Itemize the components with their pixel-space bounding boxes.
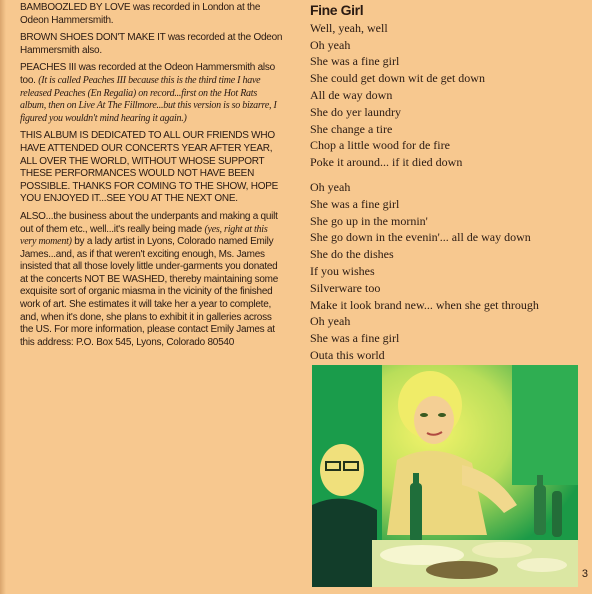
liner-note-text: by a lady artist in Lyons, Colorado named Emily James...and, as if that weren't exciting enough, Ms. James insisted that all those lovely little under-garments you donated at the concerts NOT BE WASHED, thereby maintaining some exquisite sort of organic miasma in the vicinity of the finished work of art. She estimates it will take her a year to complete, and, when it's done, she plans to exhibit it in galleries across the US. For more information, please contact Emily James at this address: P.O. Box 545, Lyons, Colorado 80540 bbox=[20, 236, 279, 348]
liner-note-text: BROWN SHOES DON'T MAKE IT was recorded at the Odeon Hammersmith also. bbox=[20, 32, 283, 56]
liner-note-paragraph bbox=[20, 211, 285, 350]
page-number: 3 bbox=[581, 568, 588, 580]
lyric-line: She go up in the mornin' bbox=[310, 213, 428, 228]
lyric-line: All de way down bbox=[310, 87, 393, 102]
lyrics-column bbox=[310, 2, 585, 364]
lyric-line: Make it look brand new... when she get through bbox=[310, 297, 539, 312]
liner-note-paragraph bbox=[20, 2, 285, 27]
lyric-line: She do yer laundry bbox=[310, 104, 401, 119]
lyric-line: She change a tire bbox=[310, 121, 393, 136]
lyric-line: Poke it around... if it died down bbox=[310, 155, 463, 170]
lyric-line: Oh yeah bbox=[310, 179, 351, 194]
song-title: Fine Girl bbox=[310, 2, 364, 18]
lyric-line: Silverware too bbox=[310, 280, 381, 295]
liner-note-paragraph bbox=[20, 62, 285, 125]
concert-photo bbox=[312, 365, 578, 587]
lyric-line: If you wishes bbox=[310, 263, 375, 278]
lyric-line: She was a fine girl bbox=[310, 54, 400, 69]
lyric-line: She was a fine girl bbox=[310, 196, 400, 211]
liner-note-italic-text: (yes, right at this very moment) bbox=[20, 223, 268, 248]
lyric-line: Oh yeah bbox=[310, 314, 351, 329]
liner-note-text: THIS ALBUM IS DEDICATED TO ALL OUR FRIENDS WHO HAVE ATTENDED OUR CONCERTS YEAR AFTER YEAR, ALL OVER THE WORLD, WITHOUT WHOSE SUPPORT THESE PERFORMANCES WOULD NOT HAVE BEEN POSSIBLE. THANKS FOR COMING TO THE SHOW, HOPE YOU ENJOYED IT...SEE YOU AT THE NEXT ONE. bbox=[20, 130, 279, 205]
lyric-line: She was a fine girl bbox=[310, 331, 400, 346]
lyric-line: Outa this world bbox=[310, 347, 385, 362]
liner-note-italic-text: (It is called Peaches III because this is the third time I have released Peaches (En Regalia) on record...first on the Hot Rats album, then on Live At The Fillmore...but this version is so bizarre, I figured you wouldn't mind hearing it again.) bbox=[20, 74, 277, 124]
lyric-line: She do the dishes bbox=[310, 247, 394, 262]
liner-notes-column bbox=[20, 2, 285, 354]
lyric-line: Oh yeah bbox=[310, 37, 351, 52]
lyric-line: Chop a little wood for de fire bbox=[310, 138, 450, 153]
lyrics-stanza bbox=[310, 179, 585, 364]
lyric-line: She could get down wit de get down bbox=[310, 71, 485, 86]
liner-note-paragraph bbox=[20, 130, 285, 206]
liner-note-text: PEACHES III was recorded at the Odeon Hammersmith also too. bbox=[20, 62, 275, 86]
liner-note-text: ALSO...the business about the underpants and making a quilt out of them etc., well...it's really being made bbox=[20, 210, 278, 235]
lyrics-stanza bbox=[310, 20, 585, 171]
photo-illustration bbox=[312, 365, 578, 587]
lyric-line: Well, yeah, well bbox=[310, 20, 388, 35]
lyric-line: She go down in the evenin'... all de way down bbox=[310, 230, 531, 245]
page-spine-shadow bbox=[0, 0, 6, 594]
liner-note-paragraph bbox=[20, 32, 285, 57]
stanza-divider bbox=[310, 171, 585, 179]
liner-note-text: BAMBOOZLED BY LOVE was recorded in London at the Odeon Hammersmith. bbox=[20, 2, 261, 26]
